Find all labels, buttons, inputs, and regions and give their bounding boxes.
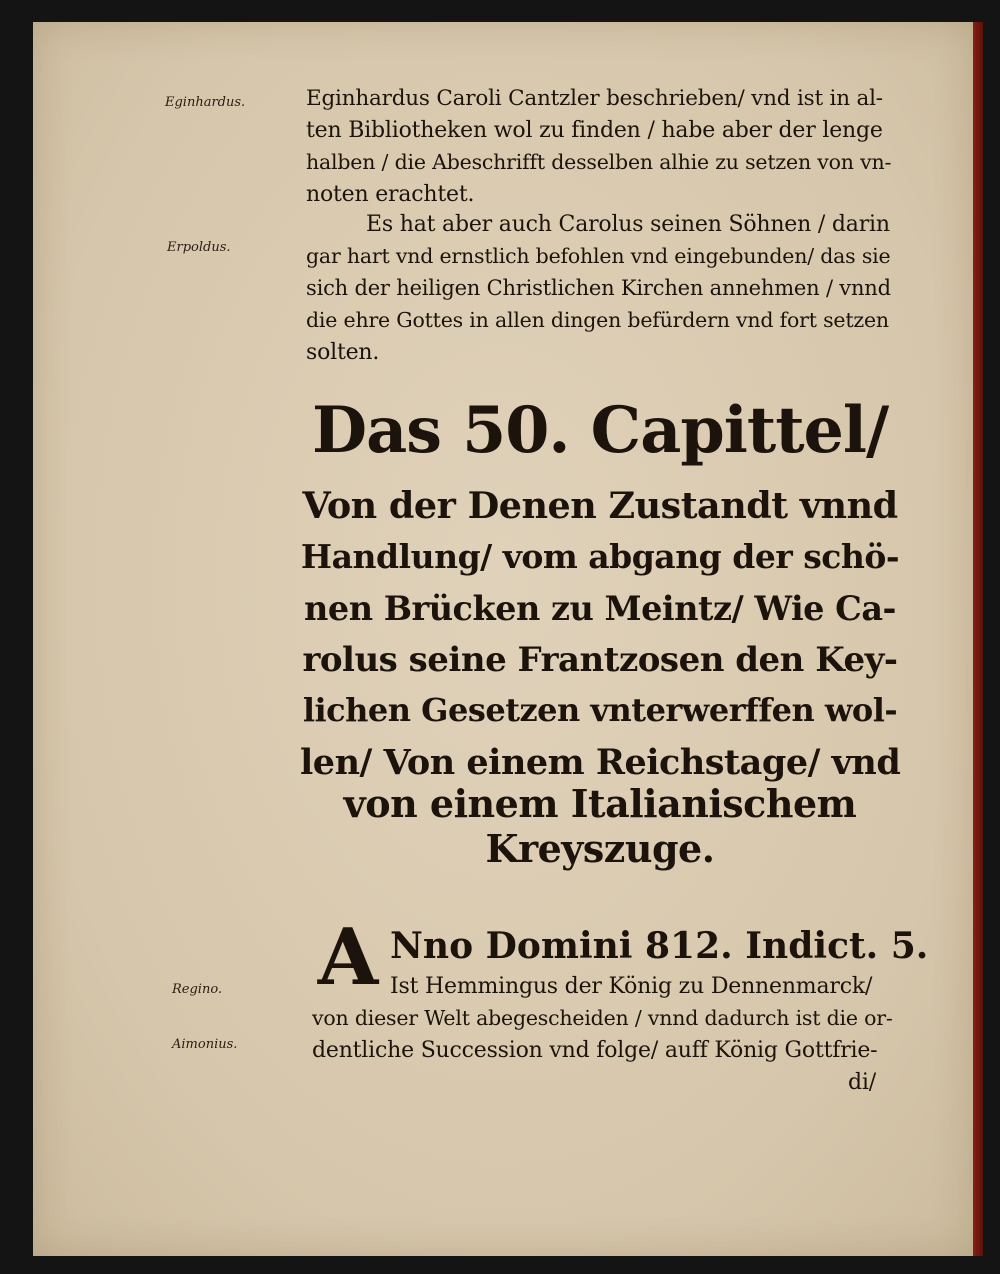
catchword: di/ — [848, 1070, 876, 1095]
para2-line: gar hart vnd ernstlich befohlen vnd eingebunden/ das sie — [306, 244, 891, 268]
margin-note-regino: Regino. — [172, 982, 223, 997]
para2-line: Es hat aber auch Carolus seinen Söhnen / darin — [366, 212, 890, 237]
page-sheet — [33, 22, 973, 1256]
para2-line: solten. — [306, 340, 380, 365]
margin-note-eginhardus: Eginhardus. — [165, 95, 246, 110]
chapter-title-line: von einem Italianischem — [343, 781, 857, 826]
drop-cap-initial: A — [317, 912, 379, 1003]
chapter-title-line: Von der Denen Zustandt vnnd — [302, 484, 898, 527]
para1-line: halben / die Abeschrifft desselben alhie zu setzen von vn- — [306, 150, 892, 174]
margin-note-erpoldus: Erpoldus. — [167, 240, 231, 255]
para2-line: sich der heiligen Christlichen Kirchen annehmen / vnnd — [306, 276, 891, 300]
opening-line: Ist Hemmingus der König zu Dennenmarck/ — [390, 974, 873, 999]
chapter-title-line: Handlung/ vom abgang der schö- — [300, 537, 900, 576]
opening-line: von dieser Welt abegescheiden / vnnd dadurch ist die or- — [312, 1006, 893, 1030]
opening-line: dentliche Succession vnd folge/ auff König Gottfrie- — [312, 1038, 878, 1063]
para1-line: Eginhardus Caroli Cantzler beschrieben/ vnd ist in al- — [306, 86, 883, 111]
para2-line: die ehre Gottes in allen dingen befürdern vnd fort setzen — [306, 308, 889, 332]
chapter-heading: Das 50. Capittel/ — [312, 392, 889, 467]
chapter-title-line: lichen Gesetzen vnterwerffen wol- — [302, 691, 898, 729]
margin-note-aimonius: Aimonius. — [172, 1037, 238, 1052]
opening-first-line: Nno Domini 812. Indict. 5. — [390, 925, 929, 967]
chapter-title-line: len/ Von einem Reichstage/ vnd — [300, 742, 901, 783]
chapter-title-line: Kreyszuge. — [485, 826, 715, 871]
chapter-title-line: nen Brücken zu Meintz/ Wie Ca- — [304, 589, 896, 628]
para1-line: ten Bibliotheken wol zu finden / habe aber der lenge — [306, 118, 883, 143]
page-edge — [973, 22, 983, 1256]
para1-line: noten erachtet. — [306, 182, 475, 207]
chapter-title-line: rolus seine Frantzosen den Key- — [302, 640, 898, 680]
